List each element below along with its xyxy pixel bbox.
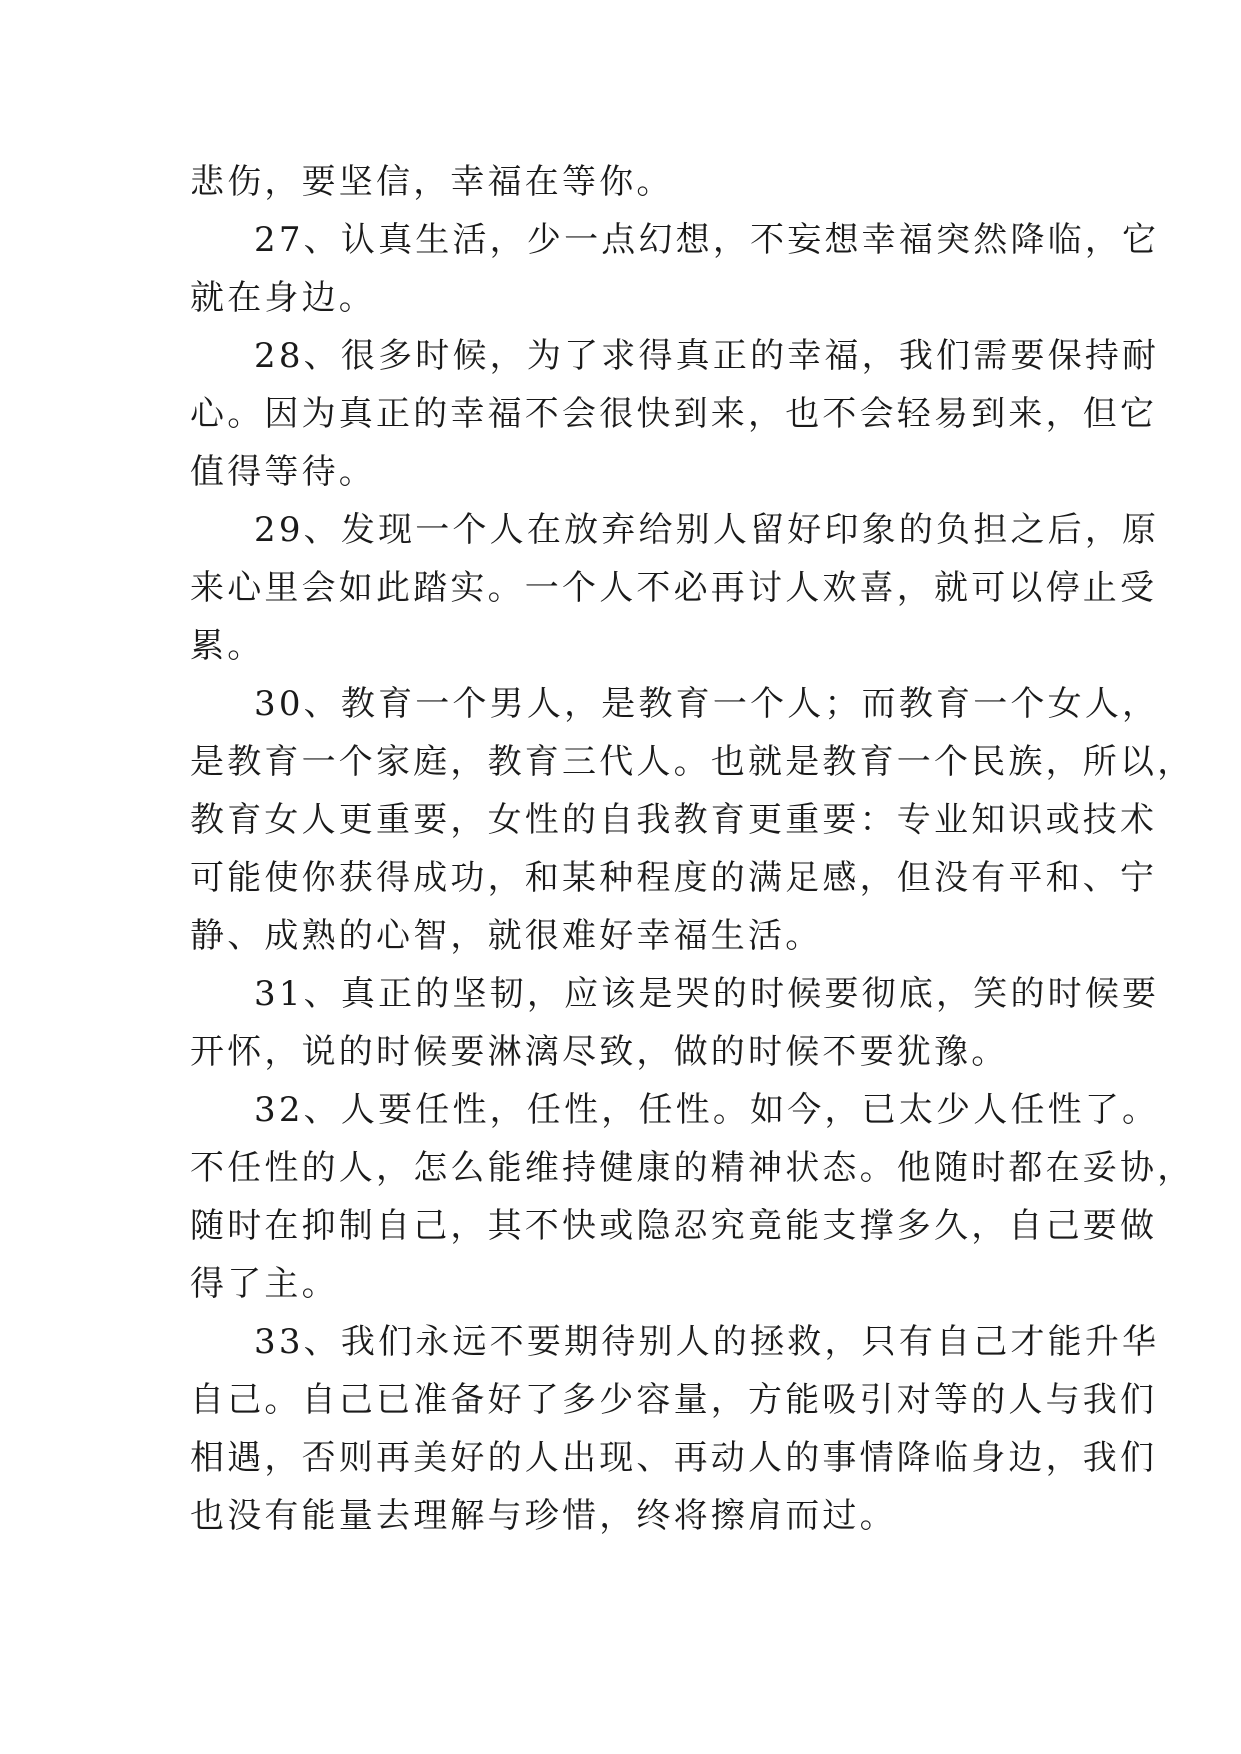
text-line: 自己。自己已准备好了多少容量，方能吸引对等的人与我们	[190, 1380, 1158, 1420]
paragraph-continuation	[190, 153, 1060, 211]
text-line: 可能使你获得成功，和某种程度的满足感，但没有平和、宁	[190, 858, 1158, 898]
text-line: 心。因为真正的幸福不会很快到来，也不会轻易到来，但它	[190, 394, 1158, 434]
paragraph-30	[190, 675, 1195, 965]
text-line: 随时在抑制自己，其不快或隐忍究竟能支撑多久，自己要做	[190, 1206, 1158, 1246]
text-line: 30、教育一个男人，是教育一个人；而教育一个女人，	[254, 684, 1160, 724]
text-line: 教育女人更重要，女性的自我教育更重要：专业知识或技术	[190, 800, 1158, 840]
text-line: 是教育一个家庭，教育三代人。也就是教育一个民族，所以，	[190, 742, 1195, 782]
text-line: 开怀，说的时候要淋漓尽致，做的时候不要犹豫。	[190, 1032, 1009, 1072]
text-line: 就在身边。	[190, 278, 376, 318]
text-line: 值得等待。	[190, 452, 376, 492]
text-line: 不任性的人，怎么能维持健康的精神状态。他随时都在妥协，	[190, 1148, 1195, 1188]
text-line: 静、成熟的心智，就很难好幸福生活。	[190, 916, 823, 956]
text-line: 累。	[190, 626, 265, 666]
text-line: 29、发现一个人在放弃给别人留好印象的负担之后，原	[254, 510, 1160, 550]
text-line: 31、真正的坚韧，应该是哭的时候要彻底，笑的时候要	[254, 974, 1160, 1014]
text-line: 得了主。	[190, 1264, 339, 1304]
paragraph-31	[190, 965, 1160, 1081]
document-body	[190, 153, 1195, 1545]
paragraph-27	[190, 211, 1160, 327]
text-line: 27、认真生活，少一点幻想，不妄想幸福突然降临，它	[254, 220, 1160, 260]
paragraph-29	[190, 501, 1160, 675]
text-line: 32、人要任性，任性，任性。如今，已太少人任性了。	[254, 1090, 1160, 1130]
text-line: 33、我们永远不要期待别人的拯救，只有自己才能升华	[254, 1322, 1160, 1362]
paragraph-33	[190, 1313, 1160, 1545]
paragraph-28	[190, 327, 1160, 501]
text-line: 也没有能量去理解与珍惜，终将擦肩而过。	[190, 1496, 897, 1536]
paragraph-32	[190, 1081, 1195, 1313]
text-line: 28、很多时候，为了求得真正的幸福，我们需要保持耐	[254, 336, 1160, 376]
text-line: 来心里会如此踏实。一个人不必再讨人欢喜，就可以停止受	[190, 568, 1158, 608]
text-line: 悲伤，要坚信，幸福在等你。	[190, 162, 674, 202]
text-line: 相遇，否则再美好的人出现、再动人的事情降临身边，我们	[190, 1438, 1158, 1478]
